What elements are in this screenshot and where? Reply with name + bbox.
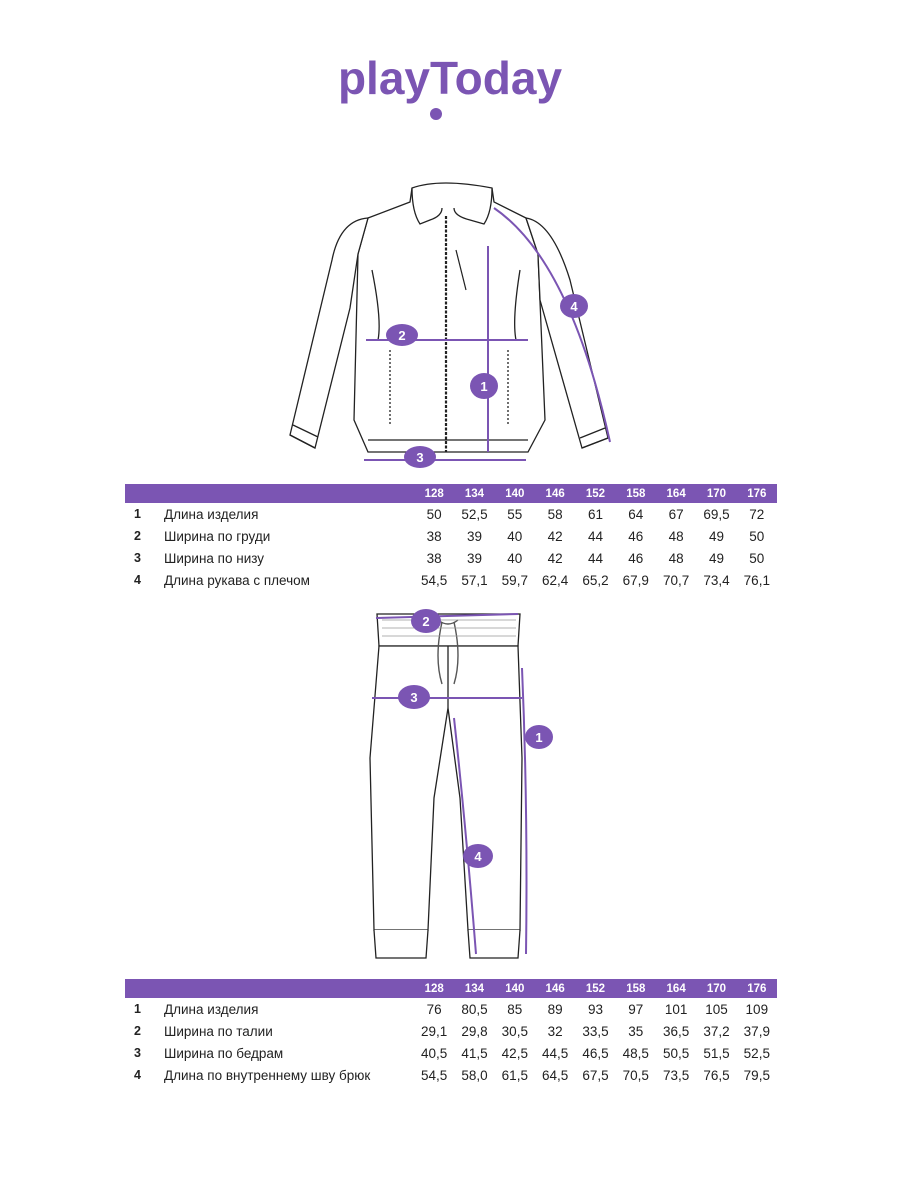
table-cell: 40	[507, 550, 523, 566]
table-cell: 61,5	[501, 1067, 528, 1083]
jacket-illustration	[270, 180, 630, 470]
table-cell: 42	[547, 550, 563, 566]
table-cell: 44,5	[542, 1045, 569, 1061]
size-header: 158	[616, 484, 656, 503]
size-header: 152	[575, 484, 615, 503]
table-cell: 76,1	[743, 572, 770, 588]
table-cell: 67	[668, 506, 684, 522]
pants-size-header-row	[125, 979, 777, 998]
row-number: 3	[134, 1046, 141, 1060]
table-cell: 49	[708, 528, 724, 544]
jacket-size-header-row	[125, 484, 777, 503]
table-cell: 50	[426, 506, 442, 522]
table-row	[125, 1020, 777, 1042]
jacket-size-table	[125, 484, 777, 591]
table-cell: 58,0	[461, 1067, 488, 1083]
table-cell: 51,5	[703, 1045, 730, 1061]
playtoday-logo-icon	[330, 54, 570, 126]
table-cell: 50	[749, 528, 765, 544]
svg-text:2: 2	[422, 614, 430, 629]
table-cell: 50	[749, 550, 765, 566]
table-cell: 76	[426, 1001, 442, 1017]
row-number: 2	[134, 1024, 141, 1038]
table-row	[125, 569, 777, 591]
table-cell: 62,4	[542, 572, 569, 588]
size-header: 128	[414, 484, 454, 503]
table-cell: 57,1	[461, 572, 488, 588]
table-cell: 29,8	[461, 1023, 488, 1039]
table-cell: 105	[705, 1001, 728, 1017]
size-header: 146	[535, 484, 575, 503]
table-cell: 50,5	[662, 1045, 690, 1061]
table-cell: 40,5	[421, 1045, 448, 1061]
size-header: 170	[696, 484, 736, 503]
svg-text:3: 3	[416, 450, 424, 465]
svg-text:1: 1	[480, 379, 488, 394]
row-number: 4	[134, 1068, 141, 1082]
table-cell: 46	[628, 550, 644, 566]
table-cell: 46	[628, 528, 644, 544]
table-cell: 64,5	[542, 1067, 569, 1083]
pants-measure-badge-3	[398, 685, 430, 709]
pants-illustration	[350, 598, 570, 968]
table-cell: 97	[628, 1001, 644, 1017]
table-cell: 70,7	[662, 572, 690, 588]
table-cell: 52,5	[743, 1045, 770, 1061]
size-header: 140	[495, 484, 535, 503]
size-header: 170	[696, 979, 736, 998]
table-cell: 67,9	[622, 572, 649, 588]
table-cell: 46,5	[582, 1045, 609, 1061]
size-header: 152	[575, 979, 615, 998]
row-label: Ширина по талии	[164, 1023, 273, 1039]
size-header: 146	[535, 979, 575, 998]
row-number: 1	[134, 1002, 141, 1016]
table-cell: 48	[668, 528, 684, 544]
size-header: 176	[737, 484, 777, 503]
table-cell: 38	[426, 528, 442, 544]
table-cell: 44	[587, 550, 603, 566]
table-cell: 80,5	[461, 1001, 488, 1017]
svg-text:3: 3	[410, 690, 418, 705]
table-cell: 42	[547, 528, 563, 544]
table-cell: 33,5	[582, 1023, 609, 1039]
svg-text:4: 4	[474, 849, 482, 864]
jacket-measure-badge-1	[470, 373, 498, 399]
row-label: Ширина по низу	[164, 550, 265, 566]
pants-size-table	[125, 979, 777, 1086]
table-cell: 29,1	[421, 1023, 448, 1039]
size-header: 176	[737, 979, 777, 998]
table-cell: 40	[507, 528, 523, 544]
svg-text:1: 1	[535, 730, 543, 745]
size-header: 164	[656, 979, 696, 998]
table-cell: 85	[507, 1001, 523, 1017]
table-cell: 30,5	[501, 1023, 528, 1039]
svg-text:2: 2	[398, 328, 406, 343]
size-header: 158	[616, 979, 656, 998]
pants-measure-badge-4	[463, 844, 493, 868]
table-cell: 76,5	[703, 1067, 730, 1083]
row-label: Ширина по бедрам	[164, 1045, 284, 1061]
row-number: 2	[134, 529, 141, 543]
table-cell: 70,5	[622, 1067, 649, 1083]
row-label: Длина рукава с плечом	[164, 572, 310, 588]
table-cell: 36,5	[662, 1023, 690, 1039]
pants-measure-badge-1	[525, 725, 553, 749]
row-number: 4	[134, 573, 141, 587]
row-label: Длина по внутреннему шву брюк	[164, 1067, 371, 1083]
table-cell: 67,5	[582, 1067, 609, 1083]
table-row	[125, 1042, 777, 1064]
table-cell: 73,4	[703, 572, 730, 588]
table-cell: 39	[466, 528, 482, 544]
svg-text:4: 4	[570, 299, 578, 314]
table-row	[125, 547, 777, 569]
jacket-measure-badge-4	[560, 294, 588, 318]
table-cell: 39	[466, 550, 482, 566]
size-header: 140	[495, 979, 535, 998]
table-cell: 54,5	[421, 1067, 448, 1083]
table-cell: 109	[745, 1001, 769, 1017]
table-cell: 54,5	[421, 572, 448, 588]
row-label: Ширина по груди	[164, 528, 271, 544]
table-cell: 55	[507, 506, 523, 522]
table-cell: 48	[668, 550, 684, 566]
table-cell: 44	[587, 528, 603, 544]
table-cell: 37,2	[703, 1023, 730, 1039]
row-label: Длина изделия	[164, 506, 259, 522]
size-header: 134	[454, 484, 494, 503]
jacket-measure-badge-2	[386, 324, 418, 346]
size-header: 164	[656, 484, 696, 503]
table-cell: 38	[426, 550, 442, 566]
jacket-measure-badge-3	[404, 446, 436, 468]
table-cell: 69,5	[703, 506, 730, 522]
row-number: 3	[134, 551, 141, 565]
table-cell: 35	[628, 1023, 644, 1039]
table-cell: 89	[547, 1001, 563, 1017]
table-cell: 58	[547, 506, 563, 522]
brand-logo	[0, 54, 900, 131]
table-cell: 48,5	[622, 1045, 649, 1061]
table-cell: 52,5	[461, 506, 488, 522]
table-cell: 49	[708, 550, 724, 566]
table-cell: 72	[749, 506, 765, 522]
table-cell: 37,9	[743, 1023, 770, 1039]
table-cell: 41,5	[461, 1045, 488, 1061]
table-row	[125, 525, 777, 547]
table-cell: 93	[587, 1001, 603, 1017]
table-cell: 64	[628, 506, 644, 522]
table-cell: 32	[547, 1023, 563, 1039]
table-cell: 61	[587, 506, 603, 522]
table-cell: 101	[664, 1001, 688, 1017]
table-row	[125, 998, 777, 1020]
row-number: 1	[134, 507, 141, 521]
table-cell: 42,5	[501, 1045, 528, 1061]
size-header: 128	[414, 979, 454, 998]
table-cell: 79,5	[743, 1067, 770, 1083]
brand-wordmark: playToday	[337, 54, 563, 104]
size-header: 134	[454, 979, 494, 998]
row-label: Длина изделия	[164, 1001, 259, 1017]
pants-measure-badge-2	[411, 609, 441, 633]
table-row	[125, 1064, 777, 1086]
table-cell: 73,5	[662, 1067, 690, 1083]
table-row	[125, 503, 777, 525]
table-cell: 59,7	[501, 572, 528, 588]
table-cell: 65,2	[582, 572, 609, 588]
